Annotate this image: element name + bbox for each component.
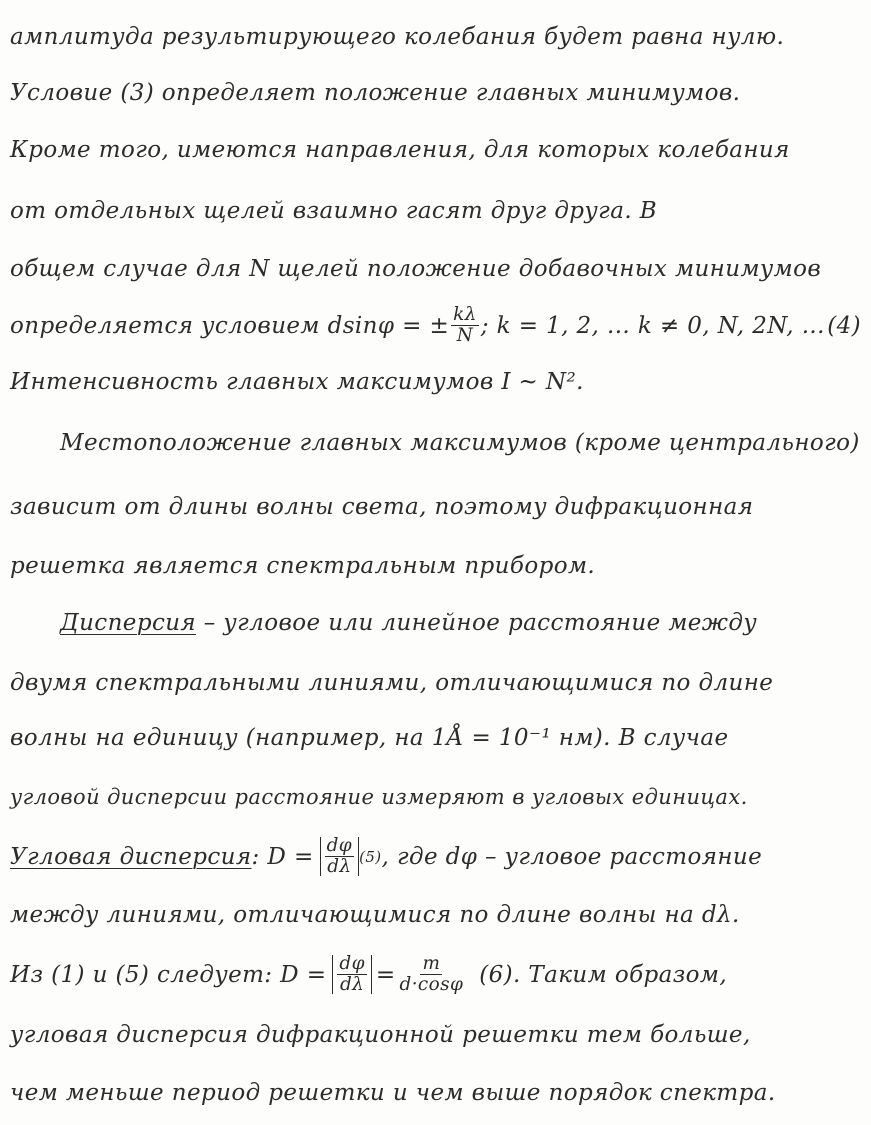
line-text: решетка является спектральным прибором. bbox=[10, 552, 596, 579]
text-line-13 bbox=[0, 709, 871, 766]
text-line-7 bbox=[0, 353, 871, 410]
text-line-11 bbox=[0, 594, 871, 651]
line-text: Из (1) и (5) следует: D = bbox=[10, 961, 327, 988]
line-text: , где dφ – угловое расстояние bbox=[381, 843, 763, 870]
line-text: Условие (3) определяет положение главных минимумов. bbox=[10, 79, 741, 106]
text-line-8 bbox=[0, 414, 871, 471]
text-line-5 bbox=[0, 240, 871, 297]
fraction-numerator: dφ bbox=[339, 952, 365, 974]
absolute-value bbox=[320, 834, 359, 877]
line-text: определяется условием dsinφ = ± bbox=[10, 312, 450, 339]
text-line-15 bbox=[0, 828, 871, 885]
line-text: Кроме того, имеются направления, для которых колебания bbox=[10, 136, 790, 163]
fraction-dphi-over-dlambda bbox=[325, 834, 354, 877]
line-text: зависит от длины волны света, поэтому дифракционная bbox=[10, 493, 754, 520]
text-line-3 bbox=[0, 121, 871, 178]
line-text: Интенсивность главных максимумов I ~ N². bbox=[10, 368, 584, 395]
text-line-19 bbox=[0, 1064, 871, 1121]
line-text: волны на единицу (например, на 1Å = 10⁻¹ нм). В случае bbox=[10, 724, 729, 751]
fraction-k-lambda-over-n bbox=[451, 303, 479, 346]
line-text: : D = bbox=[251, 843, 314, 870]
equation-number: (5) bbox=[359, 847, 382, 866]
text-line-16 bbox=[0, 886, 871, 943]
fraction-numerator: m bbox=[422, 952, 441, 974]
text-line-9 bbox=[0, 478, 871, 535]
fraction-denominator: dλ bbox=[327, 856, 352, 877]
text-line-14 bbox=[0, 768, 871, 825]
term-angular-dispersion: Угловая дисперсия bbox=[10, 843, 252, 870]
fraction-numerator: kλ bbox=[453, 303, 477, 325]
text-line-10 bbox=[0, 537, 871, 594]
text-line-6 bbox=[0, 297, 871, 354]
line-text: ; k = 1, 2, ... k ≠ 0, N, 2N, ... bbox=[480, 312, 825, 339]
line-text: угловой дисперсии расстояние измеряют в угловых единицах. bbox=[10, 784, 748, 809]
line-text: – угловое или линейное расстояние между bbox=[196, 609, 758, 636]
line-text: двумя спектральными линиями, отличающимися по длине bbox=[10, 669, 774, 696]
text-line-12 bbox=[0, 654, 871, 711]
line-text: между линиями, отличающимися по длине волны на dλ. bbox=[10, 901, 740, 928]
line-text: амплитуда результирующего колебания будет равна нулю. bbox=[10, 23, 785, 50]
line-text: угловая дисперсия дифракционной решетки тем больше, bbox=[10, 1021, 751, 1048]
text-line-2 bbox=[0, 64, 871, 121]
text-line-17 bbox=[0, 946, 871, 1003]
text-line-18 bbox=[0, 1006, 871, 1063]
fraction-dphi-over-dlambda bbox=[337, 952, 366, 995]
line-text: от отдельных щелей взаимно гасят друг друга. В bbox=[10, 197, 658, 224]
absolute-value bbox=[332, 952, 371, 995]
equation-number: (4) bbox=[827, 312, 861, 339]
fraction-denominator: N bbox=[456, 325, 474, 346]
text-line-1 bbox=[0, 8, 871, 65]
fraction-numerator: dφ bbox=[326, 834, 353, 856]
text-line-4 bbox=[0, 182, 871, 239]
line-text: чем меньше период решетки и чем выше порядок спектра. bbox=[10, 1079, 776, 1106]
term-dispersion: Дисперсия bbox=[60, 609, 197, 636]
fraction-m-over-dcos bbox=[398, 952, 466, 995]
line-text: Местоположение главных максимумов (кроме центрального) bbox=[60, 429, 860, 456]
line-text: (6). Таким образом, bbox=[479, 961, 728, 988]
line-text: общем случае для N щелей положение добавочных минимумов bbox=[10, 255, 822, 282]
fraction-denominator: d·cosφ bbox=[399, 974, 464, 995]
fraction-denominator: dλ bbox=[340, 974, 365, 995]
equals-sign: = bbox=[375, 961, 396, 988]
